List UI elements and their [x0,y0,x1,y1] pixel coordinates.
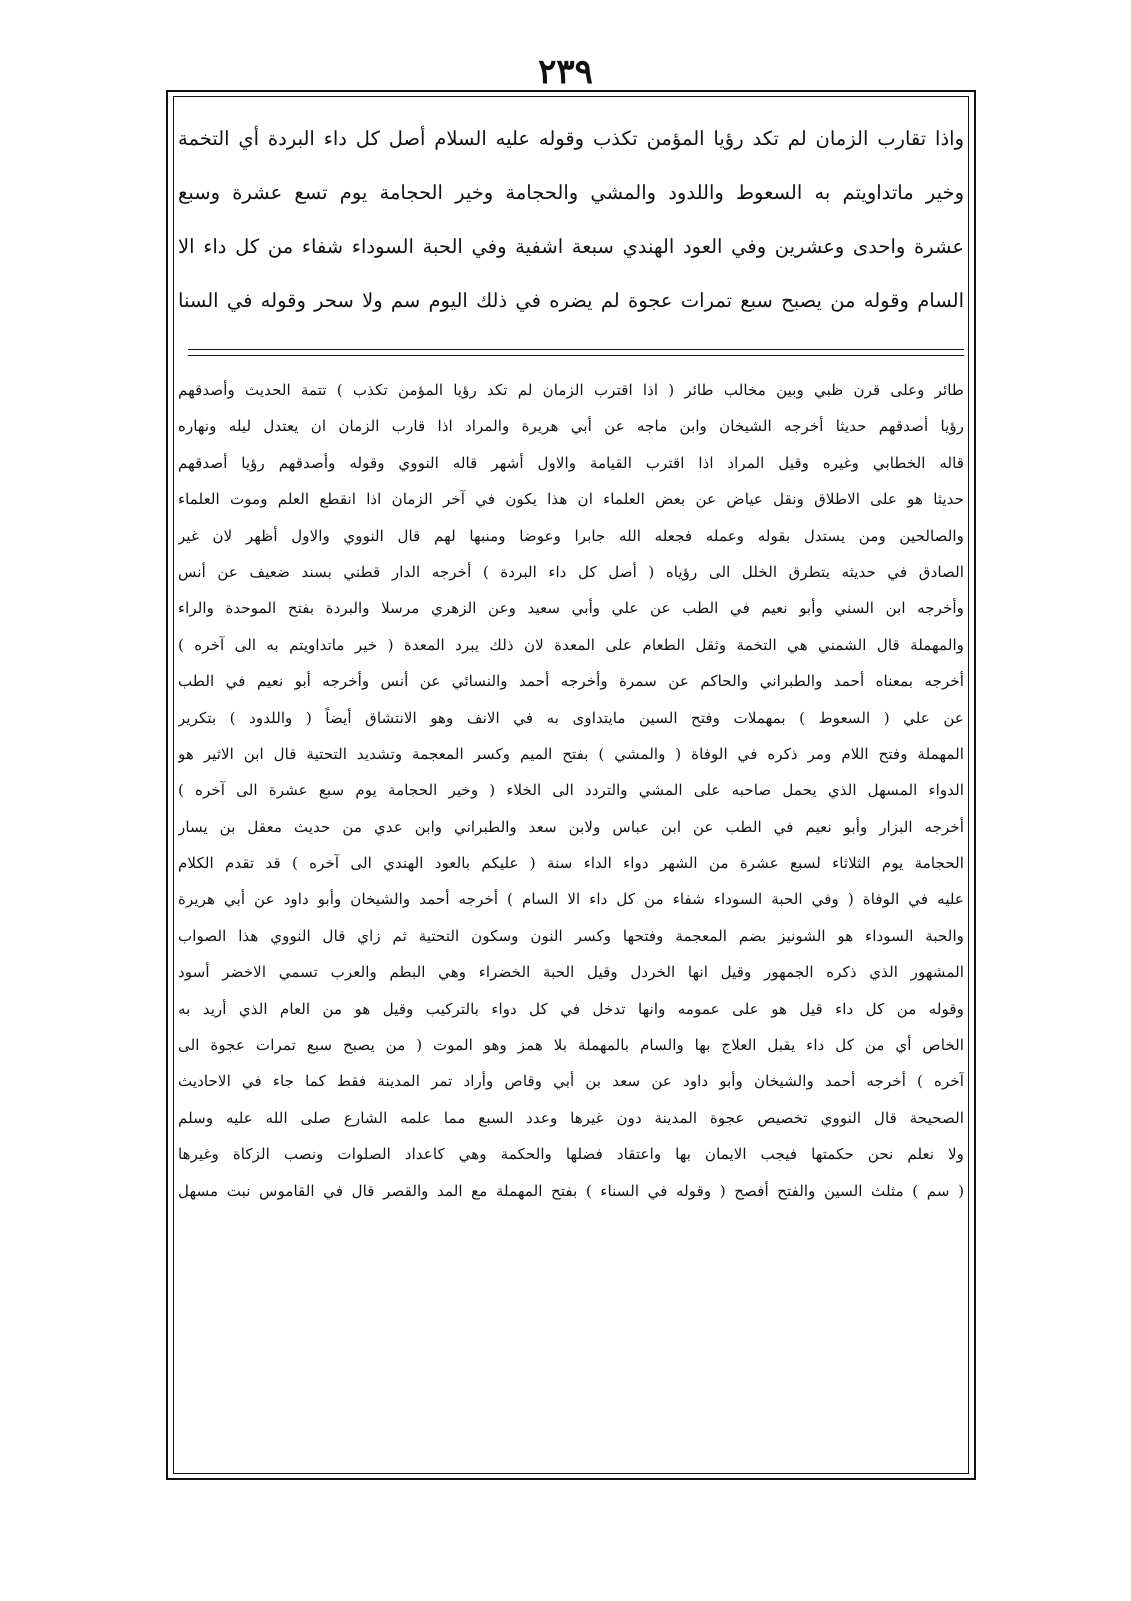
commentary-line: المهملة وفتح اللام ومر ذكره في الوفاة ( والمشي ) بفتح الميم وكسر المعجمة وتشديد التحتية قال ابن الاثير هو [178,744,964,763]
commentary-line: والمهملة قال الشمني هي التخمة وثقل الطعام على المعدة لان ذلك يبرد المعدة ( خير ماتداويتم به الى آخره ) [178,635,964,654]
commentary-text [178,372,964,1209]
commentary-line: عليه في الوفاة ( وفي الحبة السوداء شفاء من كل داء الا السام ) أخرجه أحمد والشيخان وأبو داود عن أبي هريرة [178,890,964,909]
main-text-line: السام وقوله من يصبح سبع تمرات عجوة لم يضره في ذلك اليوم سم ولا سحر وقوله في السنا [178,289,964,312]
commentary-line: حديثا هو على الاطلاق ونقل عياض عن بعض العلماء ان هذا يكون في آخر الزمان اذا انقطع العلم وموت العلماء [178,490,964,509]
commentary-line: الصحيحة قال النووي تخصيص عجوة المدينة دون غيرها وعدد السبع مما علمه الشارع صلى الله عليه وسلم [178,1108,964,1127]
commentary-line: قاله الخطابي وغيره وقيل المراد اذا اقترب القيامة والاول أشهر قاله النووي وقوله وأصدقهم رؤيا أصدقهم [178,453,964,472]
page-number: ٢٣٩ [538,52,593,92]
commentary-line: رؤيا أصدقهم حديثا أخرجه الشيخان وابن ماجه عن أبي هريرة والمراد اذا قارب الزمان ان يعتدل ليله ونهاره [178,417,964,436]
commentary-line: طائر وعلى قرن ظبي وبين مخالب طائر ( اذا اقترب الزمان لم تكد رؤيا المؤمن تكذب ) تتمة الحديث وأصدقهم [178,381,964,399]
commentary-line: الحجامة يوم الثلاثاء لسبع عشرة من الشهر دواء الداء سنة ( عليكم بالعود الهندي الى آخره ) قد تقدم الكلام [178,854,964,873]
commentary-line: الخاص أي من كل داء يقبل العلاج بها والسام بالمهملة بلا همز وهو الموت ( من يصبح سبع تمرات عجوة الى [178,1036,964,1055]
commentary-line: أخرجه البزار وأبو نعيم في الطب عن ابن عباس ولابن سعد والطبراني وابن عدي من حديث معقل بن يسار [178,817,964,836]
separator-rule-bottom [188,355,964,356]
commentary-line: الدواء المسهل الذي يحمل صاحبه على المشي والتردد الى الخلاء ( وخير الحجامة يوم سبع عشرة الى آخره ) [178,781,964,800]
main-text-line: عشرة واحدى وعشرين وفي العود الهندي سبعة اشفية وفي الحبة السوداء شفاء من كل داء الا [178,235,964,258]
separator-rule-top [188,349,964,350]
commentary-line: وأخرجه ابن السني وأبو نعيم في الطب عن علي وأبي سعيد وعن الزهري مرسلا والبردة بفتح الموحدة والراء [178,599,964,618]
commentary-line: ( سم ) مثلث السين والفتح أفصح ( وقوله في السناء ) بفتح المهملة مع المد والقصر قال في القاموس نبت مسهل [178,1181,964,1200]
commentary-line: أخرجه بمعناه أحمد والطبراني والحاكم عن سمرة وأخرجه أحمد والنسائي عن أنس وأخرجه أبو نعيم في الطب [178,672,964,691]
main-text-line: وخير ماتداويتم به السعوط واللدود والمشي والحجامة وخير الحجامة يوم تسع عشرة وسبع [178,181,964,204]
commentary-line: آخره ) أخرجه أحمد والشيخان وأبو داود عن سعد بن أبي وقاص وأراد تمر المدينة فقط كما جاء في الاحاديث [178,1072,964,1091]
commentary-line: الصادق في حديثه يتطرق الخلل الى رؤياه ( أصل كل داء البردة ) أخرجه الدار قطني بسند ضعيف عن أنس [178,562,964,581]
main-text [178,112,964,328]
commentary-line: والحبة السوداء هو الشونيز بضم المعجمة وفتحها وكسر النون وسكون التحتية ثم زاي قال النووي هذا الصواب [178,926,964,945]
commentary-line: والصالحين ومن يستدل بقوله وعمله فجعله الله جابرا وعوضا ومنبها لهم قال النووي والاول أظهر لان غير [178,526,964,545]
main-text-line: واذا تقارب الزمان لم تكد رؤيا المؤمن تكذب وقوله عليه السلام أصل كل داء البردة أي التخمة [178,127,964,150]
commentary-line: وقوله من كل داء قيل هو على عمومه وانها تدخل في كل دواء بالتركيب وقيل هو من العام الذي أريد به [178,999,964,1018]
commentary-line: المشهور الذي ذكره الجمهور وقيل انها الخردل وقيل الحبة الخضراء وهي البطم والعرب تسمي الاخضر أسود [178,963,964,982]
commentary-line: ولا نعلم نحن حكمتها فيجب الايمان بها واعتقاد فضلها والحكمة وهي كاعداد الصلوات ونصب الزكاة وغيرها [178,1145,964,1164]
commentary-line: عن علي ( السعوط ) بمهملات وفتح السين مايتداوى به في الانف وهو الانتشاق أيضاً ( واللدود ) بتكرير [178,708,964,727]
